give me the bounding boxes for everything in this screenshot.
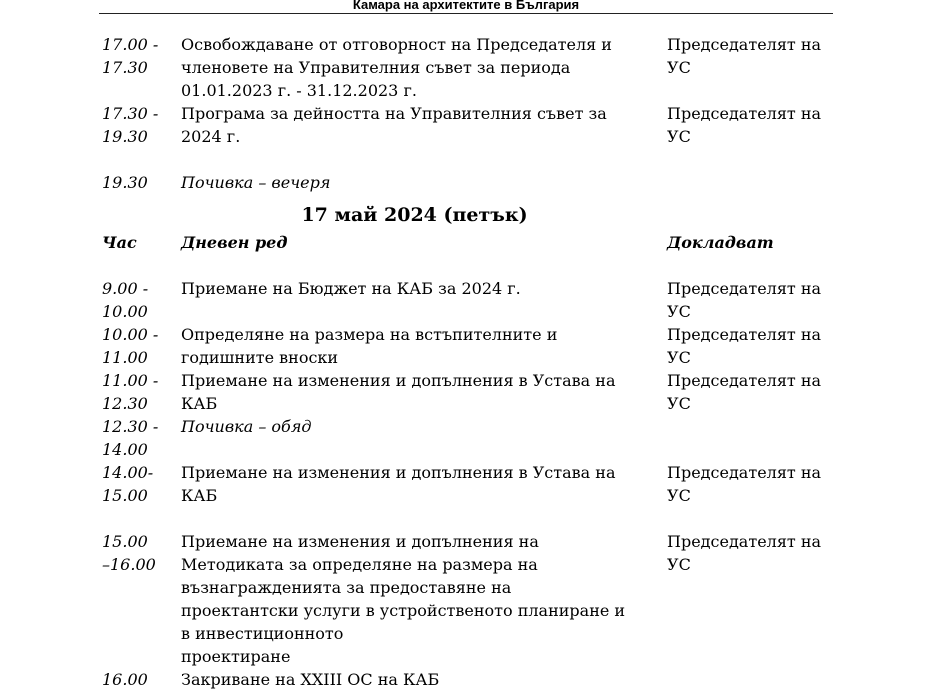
row-time: 14.00- 15.00 [102, 463, 154, 505]
agenda-row [102, 277, 842, 323]
agenda-document [102, 33, 842, 691]
row-item: Закриване на XXIII ОС на КАБ [181, 670, 440, 689]
row-reporter: Председателят на УС [667, 104, 822, 146]
agenda-row [102, 461, 842, 507]
row-reporter: Председателят на УС [667, 371, 822, 413]
row-item: Определяне на размера на встъпителните и годишните вноски [181, 325, 558, 367]
row-reporter: Председателят на УС [667, 532, 822, 574]
page-header [99, 0, 833, 14]
row-item: Приемане на изменения и допълнения на Методиката за определяне на размера на възнагражденията за предоставяне на проектантски услуги в устройственото планиране и в инвестиционното проектиране [181, 532, 626, 666]
col-header-item: Дневен ред [181, 233, 288, 252]
row-reporter [667, 171, 842, 194]
agenda-row [102, 530, 842, 668]
col-header-time: Час [102, 233, 137, 252]
spacer [102, 148, 842, 171]
row-time: 17.30 - 19.30 [102, 104, 159, 146]
agenda-row [102, 415, 842, 461]
row-reporter: Председателят на УС [667, 325, 822, 367]
org-title: Камара на архитектите в България [352, 0, 580, 12]
row-item: Почивка – обяд [181, 417, 312, 436]
row-reporter: Председателят на УС [667, 279, 822, 321]
agenda-row [102, 323, 842, 369]
row-item: Почивка – вечеря [181, 173, 331, 192]
row-time: 11.00 - 12.30 [102, 371, 159, 413]
col-header-reporter: Докладват [667, 233, 774, 252]
row-item: Приемане на Бюджет на КАБ за 2024 г. [181, 279, 521, 298]
row-time: 9.00 - 10.00 [102, 279, 149, 321]
table-header-row [102, 231, 842, 254]
row-time: 19.30 [102, 173, 148, 192]
agenda-row [102, 369, 842, 415]
row-reporter: Председателят на УС [667, 463, 822, 505]
row-item: Освобождаване от отговорност на Председателя и членовете на Управителния съвет за периода 01.01.2023 г. - 31.12.2023 г. [181, 35, 612, 100]
row-time: 16.00 [102, 670, 148, 689]
row-item: Приемане на изменения и допълнения в Устава на КАБ [181, 463, 616, 505]
agenda-row [102, 668, 842, 691]
agenda-row [102, 33, 842, 102]
row-item: Програма за дейността на Управителния съвет за 2024 г. [181, 104, 607, 146]
row-reporter [667, 415, 842, 461]
row-reporter: Председателят на УС [667, 35, 822, 77]
row-time: 10.00 - 11.00 [102, 325, 159, 367]
row-time: 15.00 –16.00 [102, 532, 156, 574]
row-time: 17.00 - 17.30 [102, 35, 159, 77]
row-reporter [667, 668, 842, 691]
agenda-row [102, 171, 842, 194]
day-title: 17 май 2024 (петък) [301, 204, 528, 226]
spacer [102, 254, 842, 277]
spacer [102, 507, 842, 530]
agenda-row [102, 102, 842, 148]
row-item: Приемане на изменения и допълнения в Устава на КАБ [181, 371, 616, 413]
row-time: 12.30 - 14.00 [102, 417, 159, 459]
